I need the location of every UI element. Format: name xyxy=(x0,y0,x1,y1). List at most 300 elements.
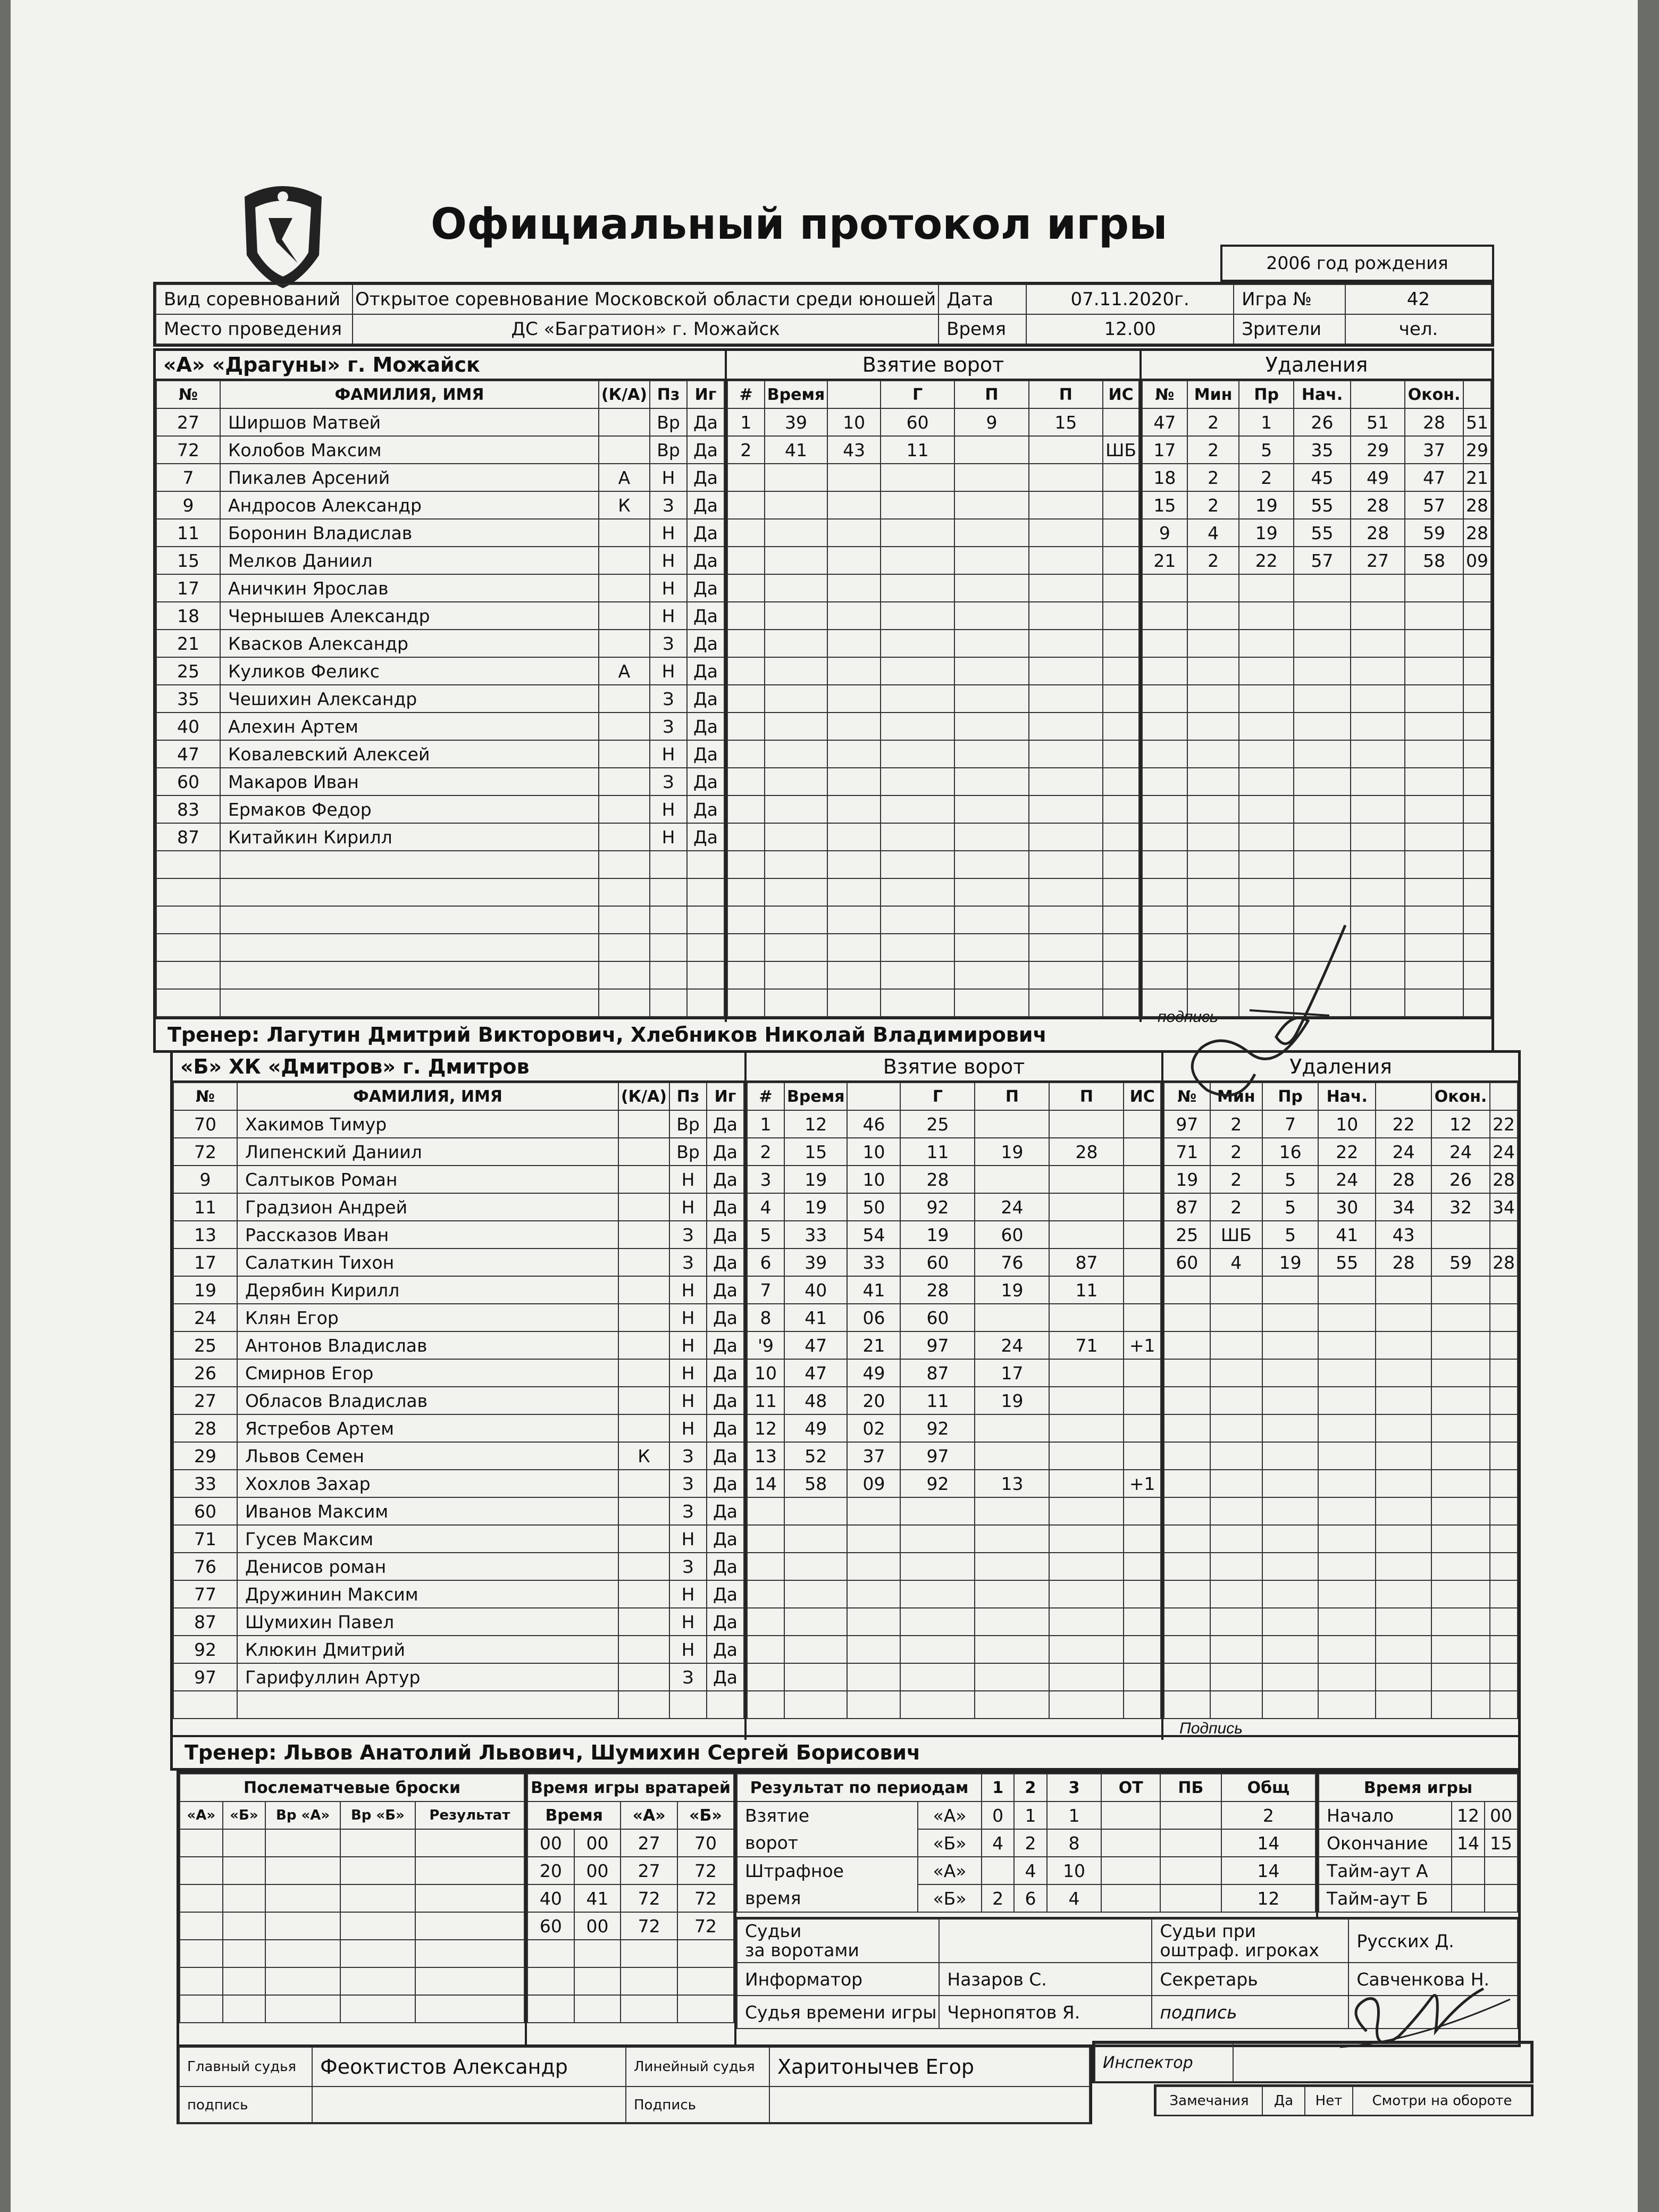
player-played: Да xyxy=(707,1497,744,1525)
table-row xyxy=(727,906,1139,934)
line-ref-sign-label: Подпись xyxy=(626,2087,769,2124)
shootout-cell xyxy=(223,1829,265,1857)
goal-number xyxy=(727,989,765,1017)
penalty-start-min xyxy=(1294,768,1351,795)
penalty-end-sec xyxy=(1490,1525,1518,1553)
goal-situation xyxy=(1124,1497,1161,1525)
goal-situation xyxy=(1103,547,1139,574)
penalty-end-sec xyxy=(1463,713,1491,740)
goal-situation xyxy=(1103,768,1139,795)
player-name: Антонов Владислав xyxy=(237,1331,618,1359)
line-ref-value: Харитонычев Егор xyxy=(769,2047,1090,2087)
goal-assist-2 xyxy=(1029,795,1103,823)
penalty-reason: 7 xyxy=(1262,1110,1318,1138)
penalty-start-min xyxy=(1318,1331,1376,1359)
team-a-coach: Тренер: Лагутин Дмитрий Викторович, Хлебников Николай Владимирович xyxy=(156,1017,1492,1050)
table-row xyxy=(173,1608,744,1636)
penalty-reason xyxy=(1262,1691,1318,1719)
goal-second xyxy=(827,795,881,823)
goal-scorer: 60 xyxy=(900,1249,975,1276)
main-ref-value: Феоктистов Александр xyxy=(312,2047,626,2087)
goalie-col-time: Время xyxy=(527,1802,621,1829)
pim-b-value xyxy=(1101,1884,1160,1912)
line-ref-label: Линейный судья xyxy=(626,2047,769,2087)
table-row xyxy=(156,547,724,574)
player-name: Квасков Александр xyxy=(220,630,599,657)
penalty-end-min xyxy=(1431,1663,1490,1691)
goal-scorer xyxy=(881,713,954,740)
penalty-minutes xyxy=(1210,1359,1262,1387)
penalty-minutes xyxy=(1210,1663,1262,1691)
goal-situation xyxy=(1124,1663,1161,1691)
goal-second xyxy=(827,491,881,519)
table-row xyxy=(173,1359,744,1387)
player-name: Пикалев Арсений xyxy=(220,464,599,491)
goal-number xyxy=(747,1525,784,1553)
penalty-end-sec: 34 xyxy=(1490,1193,1518,1221)
goalie-minute: 40 xyxy=(527,1884,574,1912)
player-number: 7 xyxy=(156,464,220,491)
penalty-start-min: 24 xyxy=(1318,1166,1376,1193)
penalty-start-sec xyxy=(1376,1636,1431,1663)
player-position: З xyxy=(650,768,687,795)
goalie-b: 72 xyxy=(677,1857,734,1884)
table-row xyxy=(1319,1802,1518,1829)
player-played: Да xyxy=(687,795,724,823)
table-row xyxy=(156,713,724,740)
player-name xyxy=(220,851,599,878)
goals-team-b: «Б» xyxy=(918,1829,982,1857)
remarks-no: Нет xyxy=(1305,2087,1353,2115)
penalty-end-sec xyxy=(1490,1359,1518,1387)
table-row xyxy=(747,1442,1161,1470)
player-role xyxy=(599,574,650,602)
penalty-reason xyxy=(1262,1525,1318,1553)
col-play-header: Иг xyxy=(707,1083,744,1110)
goal-col-assist1: П xyxy=(954,381,1028,408)
penalty-player xyxy=(1142,657,1187,685)
goal-col-situation: ИС xyxy=(1124,1083,1161,1110)
shootout-cell xyxy=(415,1829,524,1857)
player-position: Н xyxy=(650,657,687,685)
goal-assist-2 xyxy=(1029,657,1103,685)
goal-situation: +1 xyxy=(1124,1470,1161,1497)
referees-block xyxy=(177,2045,1092,2124)
col-pos-header: Пз xyxy=(669,1083,707,1110)
penalty-start-sec xyxy=(1376,1525,1431,1553)
player-played: Да xyxy=(707,1304,744,1331)
penalty-minutes xyxy=(1187,823,1239,851)
penalty-minutes xyxy=(1210,1553,1262,1580)
player-played: Да xyxy=(687,823,724,851)
player-position: Н xyxy=(650,602,687,630)
penalty-start-sec xyxy=(1351,878,1405,906)
competition: Открытое соревнование Московской области среди юношей xyxy=(353,284,939,314)
player-played: Да xyxy=(687,630,724,657)
goal-assist-1: 60 xyxy=(975,1221,1049,1249)
player-role xyxy=(599,934,650,961)
goalie-time-title: Время игры вратарей xyxy=(527,1774,734,1802)
goal-scorer: 92 xyxy=(900,1414,975,1442)
goal-minute xyxy=(765,519,827,547)
table-row xyxy=(1164,1580,1518,1608)
shootout-cell xyxy=(415,1857,524,1884)
goal-second xyxy=(827,685,881,713)
penalty-end-min xyxy=(1431,1497,1490,1525)
player-role xyxy=(618,1414,669,1442)
periods-section xyxy=(736,1773,1318,1917)
goalie-minute xyxy=(527,1940,574,1967)
penalty-end-sec xyxy=(1463,685,1491,713)
player-position: З xyxy=(669,1470,707,1497)
goals-header-row xyxy=(727,381,1139,408)
penalty-player xyxy=(1164,1414,1210,1442)
table-row xyxy=(173,1497,744,1525)
player-name: Хакимов Тимур xyxy=(237,1110,618,1138)
player-number xyxy=(156,989,220,1017)
goals-team-a: «А» xyxy=(918,1802,982,1829)
player-position: Н xyxy=(650,574,687,602)
penalty-end-sec xyxy=(1490,1580,1518,1608)
goal-second: 09 xyxy=(847,1470,900,1497)
shootout-cell xyxy=(340,1995,415,2023)
player-name: Хохлов Захар xyxy=(237,1470,618,1497)
player-role xyxy=(618,1249,669,1276)
player-role xyxy=(599,740,650,768)
table-row xyxy=(156,851,724,878)
goal-assist-2 xyxy=(1029,740,1103,768)
goal-assist-2 xyxy=(1029,547,1103,574)
player-number: 72 xyxy=(156,436,220,464)
penalty-player xyxy=(1142,602,1187,630)
shootout-table xyxy=(179,1773,525,2023)
player-played: Да xyxy=(687,768,724,795)
penalty-reason: 1 xyxy=(1239,408,1294,436)
goal-number xyxy=(727,602,765,630)
penalty-end-sec: 09 xyxy=(1463,547,1491,574)
penalty-start-min xyxy=(1294,713,1351,740)
penalty-start-min xyxy=(1294,878,1351,906)
penalty-end-min xyxy=(1431,1470,1490,1497)
goal-assist-2 xyxy=(1049,1636,1124,1663)
pen-col-reason: Пр xyxy=(1239,381,1294,408)
penalty-player xyxy=(1142,768,1187,795)
pim-b-value: 4 xyxy=(1047,1884,1102,1912)
table-row xyxy=(1142,574,1491,602)
timeout-b-label: Тайм-аут Б xyxy=(1319,1884,1452,1912)
start-label: Начало xyxy=(1319,1802,1452,1829)
remarks-label: Замечания xyxy=(1156,2087,1262,2115)
penalty-end-sec xyxy=(1490,1387,1518,1414)
penalty-reason: 16 xyxy=(1262,1138,1318,1166)
pen-col-end-sec xyxy=(1490,1083,1518,1110)
goal-scorer xyxy=(881,491,954,519)
penalty-start-min xyxy=(1294,823,1351,851)
officials-sign-label: подпись xyxy=(1152,1996,1348,2029)
player-number: 29 xyxy=(173,1442,237,1470)
penalty-start-sec: 28 xyxy=(1351,519,1405,547)
penalty-player xyxy=(1164,1304,1210,1331)
penalty-minutes: 2 xyxy=(1187,491,1239,519)
player-name: Мелков Даниил xyxy=(220,547,599,574)
team-b-roster xyxy=(173,1053,747,1740)
goal-assist-2 xyxy=(1049,1166,1124,1193)
page-title: Официальный протокол игры xyxy=(431,199,1168,249)
player-number: 60 xyxy=(173,1497,237,1525)
goal-second: 50 xyxy=(847,1193,900,1221)
player-played: Да xyxy=(687,574,724,602)
shootout-cell xyxy=(340,1857,415,1884)
end-label: Окончание xyxy=(1319,1829,1452,1857)
goal-second: 02 xyxy=(847,1414,900,1442)
goal-scorer: 28 xyxy=(900,1276,975,1304)
birth-year-box xyxy=(1220,245,1494,282)
player-name: Иванов Максим xyxy=(237,1497,618,1525)
secretary-signature-mark xyxy=(1335,1967,1521,2074)
periods-title: Результат по периодам xyxy=(737,1774,982,1802)
player-number: 27 xyxy=(156,408,220,436)
penalty-end-min xyxy=(1405,630,1463,657)
spectators-value: чел. xyxy=(1345,314,1492,344)
roster-header-row xyxy=(156,381,724,408)
goal-scorer xyxy=(881,547,954,574)
goal-minute xyxy=(765,574,827,602)
player-played: Да xyxy=(687,602,724,630)
goal-second: 10 xyxy=(847,1138,900,1166)
penbox-judge-value: Русских Д. xyxy=(1348,1919,1518,1963)
penalty-end-sec: 28 xyxy=(1490,1249,1518,1276)
player-position: Н xyxy=(669,1387,707,1414)
goalie-second xyxy=(574,1995,621,2023)
penalty-end-min xyxy=(1431,1359,1490,1387)
penalty-minutes: 2 xyxy=(1187,464,1239,491)
goal-minute: 47 xyxy=(784,1331,847,1359)
penalty-minutes xyxy=(1210,1636,1262,1663)
table-row xyxy=(747,1193,1161,1221)
penalty-start-min xyxy=(1318,1497,1376,1525)
player-position: Вр xyxy=(669,1138,707,1166)
goal-second: 10 xyxy=(827,408,881,436)
goal-number xyxy=(747,1580,784,1608)
goal-minute xyxy=(765,989,827,1017)
goals-b-value xyxy=(1160,1829,1221,1857)
goal-assist-2 xyxy=(1029,906,1103,934)
penalty-minutes xyxy=(1210,1442,1262,1470)
penalty-reason xyxy=(1262,1470,1318,1497)
goal-col-assist2: П xyxy=(1029,381,1103,408)
goal-assist-1 xyxy=(954,961,1028,989)
penalty-start-sec xyxy=(1376,1276,1431,1304)
shootout-cell xyxy=(180,1912,223,1940)
player-name xyxy=(220,989,599,1017)
shootout-col-2: Вр «А» xyxy=(265,1802,340,1829)
table-row xyxy=(727,657,1139,685)
table-row xyxy=(156,934,724,961)
penalty-start-sec xyxy=(1351,740,1405,768)
table-row xyxy=(1142,795,1491,823)
goal-situation xyxy=(1103,464,1139,491)
team-a-sign-label: подпись xyxy=(1158,1008,1218,1026)
penalty-start-sec xyxy=(1351,574,1405,602)
player-role xyxy=(599,602,650,630)
shootout-header-row xyxy=(180,1802,524,1829)
player-position: З xyxy=(669,1497,707,1525)
shootout-cell xyxy=(265,1857,340,1884)
end-hour: 14 xyxy=(1452,1829,1485,1857)
player-number: 17 xyxy=(156,574,220,602)
penalty-player: 25 xyxy=(1164,1221,1210,1249)
penalty-start-sec xyxy=(1376,1497,1431,1525)
goal-scorer: 87 xyxy=(900,1359,975,1387)
player-position: Н xyxy=(669,1193,707,1221)
penalty-end-min: 58 xyxy=(1405,547,1463,574)
goal-minute xyxy=(765,768,827,795)
pim-a-value xyxy=(1101,1857,1160,1884)
goal-situation xyxy=(1124,1636,1161,1663)
goal-scorer xyxy=(881,878,954,906)
goal-second xyxy=(827,574,881,602)
player-position: Н xyxy=(650,823,687,851)
player-played: Да xyxy=(687,740,724,768)
penalty-end-min xyxy=(1405,713,1463,740)
table-row xyxy=(173,1525,744,1553)
line-ref-sign-value xyxy=(769,2087,1090,2124)
penalty-minutes: 2 xyxy=(1187,547,1239,574)
team-b-section xyxy=(170,1050,1521,1771)
goal-minute: 12 xyxy=(784,1110,847,1138)
table-row xyxy=(527,1829,734,1857)
player-position: Н xyxy=(669,1276,707,1304)
player-name: Андросов Александр xyxy=(220,491,599,519)
goal-assist-1: 19 xyxy=(975,1276,1049,1304)
penalty-start-min: 10 xyxy=(1318,1110,1376,1138)
penalty-end-min: 37 xyxy=(1405,436,1463,464)
goal-assist-1 xyxy=(954,740,1028,768)
goal-second xyxy=(827,906,881,934)
goalie-minute: 20 xyxy=(527,1857,574,1884)
penalty-end-sec: 22 xyxy=(1490,1110,1518,1138)
goal-scorer: 60 xyxy=(900,1304,975,1331)
penalty-end-sec xyxy=(1463,961,1491,989)
table-row xyxy=(156,630,724,657)
game-no-label: Игра № xyxy=(1234,284,1345,314)
goal-scorer: 92 xyxy=(900,1193,975,1221)
goal-assist-2 xyxy=(1029,823,1103,851)
goal-minute xyxy=(765,795,827,823)
penalty-start-sec: 34 xyxy=(1376,1193,1431,1221)
penalty-reason xyxy=(1262,1359,1318,1387)
player-played: Да xyxy=(707,1663,744,1691)
table-row xyxy=(156,519,724,547)
goal-second: 37 xyxy=(847,1442,900,1470)
penalty-end-min xyxy=(1405,823,1463,851)
goalie-header-row xyxy=(527,1802,734,1829)
penalty-player xyxy=(1164,1497,1210,1525)
shootout-cell xyxy=(223,1912,265,1940)
goal-scorer xyxy=(900,1497,975,1525)
penalty-end-sec xyxy=(1490,1636,1518,1663)
penalty-player: 97 xyxy=(1164,1110,1210,1138)
player-role xyxy=(599,768,650,795)
goal-assist-1: 9 xyxy=(954,408,1028,436)
goal-assist-2 xyxy=(1049,1691,1124,1719)
signature-mark xyxy=(1117,915,1372,1138)
player-role xyxy=(618,1580,669,1608)
remarks-table xyxy=(1155,2086,1532,2116)
table-row xyxy=(527,1967,734,1995)
shootout-cell xyxy=(415,1912,524,1940)
penalty-reason xyxy=(1239,851,1294,878)
player-role xyxy=(618,1470,669,1497)
goal-assist-1 xyxy=(975,1663,1049,1691)
player-name: Обласов Владислав xyxy=(237,1387,618,1414)
goal-minute xyxy=(765,491,827,519)
goals-b-value xyxy=(1101,1829,1160,1857)
penalty-end-sec xyxy=(1463,851,1491,878)
player-name: Рассказов Иван xyxy=(237,1221,618,1249)
goal-scorer xyxy=(881,851,954,878)
shootout-cell xyxy=(340,1884,415,1912)
goal-col-no: # xyxy=(727,381,765,408)
goal-minute: 39 xyxy=(784,1249,847,1276)
game-time-title: Время игры xyxy=(1319,1774,1518,1802)
penalty-minutes xyxy=(1210,1580,1262,1608)
shootout-title-row xyxy=(180,1774,524,1802)
goal-number xyxy=(727,851,765,878)
team-b-goals-title: Взятие ворот xyxy=(747,1053,1161,1082)
player-played: Да xyxy=(707,1331,744,1359)
table-row xyxy=(727,795,1139,823)
player-name: Чернышев Александр xyxy=(220,602,599,630)
goal-assist-2: 87 xyxy=(1049,1249,1124,1276)
player-role xyxy=(618,1553,669,1580)
penalty-end-min xyxy=(1405,934,1463,961)
goal-scorer: 11 xyxy=(881,436,954,464)
penalty-minutes xyxy=(1210,1304,1262,1331)
goal-assist-2 xyxy=(1049,1359,1124,1387)
penalty-start-min xyxy=(1294,602,1351,630)
goal-situation xyxy=(1103,851,1139,878)
penalty-end-sec xyxy=(1463,906,1491,934)
goal-assist-1 xyxy=(954,934,1028,961)
player-played: Да xyxy=(687,685,724,713)
team-a-goals-table xyxy=(727,380,1139,1017)
player-role xyxy=(618,1276,669,1304)
pim-a-value: 4 xyxy=(1014,1857,1046,1884)
player-played: Да xyxy=(707,1276,744,1304)
player-name: Клян Егор xyxy=(237,1304,618,1331)
goalie-a: 72 xyxy=(621,1884,677,1912)
player-number: 24 xyxy=(173,1304,237,1331)
penalty-player xyxy=(1142,795,1187,823)
table-row xyxy=(727,989,1139,1017)
goalie-b xyxy=(677,1967,734,1995)
player-position: Вр xyxy=(650,436,687,464)
penalty-end-min xyxy=(1431,1608,1490,1636)
player-played: Да xyxy=(687,464,724,491)
pim-b-value: 6 xyxy=(1014,1884,1046,1912)
player-number: 21 xyxy=(156,630,220,657)
goal-situation xyxy=(1124,1359,1161,1387)
penalty-start-sec xyxy=(1376,1414,1431,1442)
game-time-section xyxy=(1318,1773,1518,1917)
player-role xyxy=(618,1193,669,1221)
penalty-reason xyxy=(1239,657,1294,685)
goals-a-value xyxy=(1160,1802,1221,1829)
goal-assist-2 xyxy=(1029,519,1103,547)
player-name: Львов Семен xyxy=(237,1442,618,1470)
player-position: Н xyxy=(669,1525,707,1553)
